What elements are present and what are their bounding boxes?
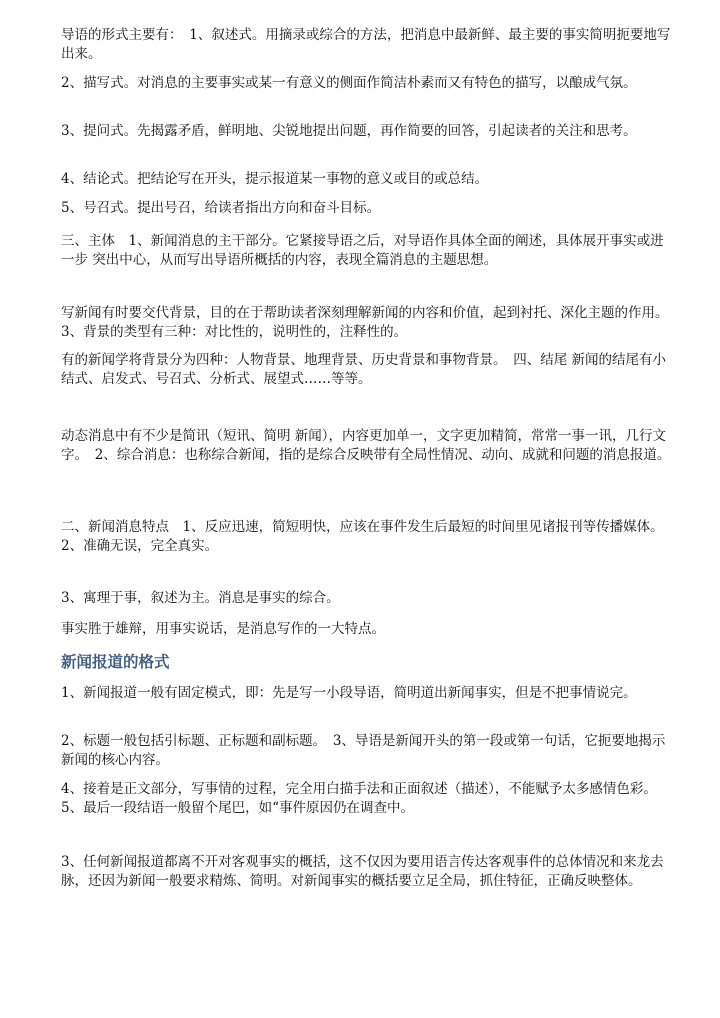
- paragraph-body-section: 三、主体 1、新闻消息的主干部分。它紧接导语之后，对导语作具体全面的阐述，具体展开事实或进一步 突出中心，从而写出导语所概括的内容，表现全篇消息的主题思想。: [61, 233, 664, 268]
- paragraph-lead-forms: 导语的形式主要有： 1、叙述式。用摘录或综合的方法，把消息中最新鲜、最主要的事实简明扼要地写出来。: [61, 27, 671, 62]
- paragraph-format-1: 1、新闻报道一般有固定模式，即：先是写一小段导语，简明道出新闻事实，但是不把事情说完。: [61, 685, 637, 701]
- paragraph-features: 二、新闻消息特点 1、反应迅速，简短明快，应该在事件发生后最短的时间里见诸报刊等传播媒体。 2、准确无误，完全真实。: [61, 519, 671, 554]
- paragraph-background-types: 有的新闻学将背景分为四种：人物背景、地理背景、历史背景和事物背景。 四、结尾 新闻的结尾有小结式、启发式、号召式、分析式、展望式……等等。: [61, 352, 667, 387]
- section-heading: 新闻报道的格式: [61, 652, 170, 671]
- paragraph-format-2: 2、标题一般包括引标题、正标题和副标题。 3、导语是新闻开头的第一段或第一句话，它扼要地揭示新闻的核心内容。: [61, 733, 666, 768]
- paragraph-appeal: 5、号召式。提出号召，给读者指出方向和奋斗目标。: [61, 200, 381, 216]
- paragraph-summary: 3、任何新闻报道都离不开对客观事实的概括，这不仅因为要用语言传达客观事件的总体情况和来龙去脉，还因为新闻一般要求精炼、简明。对新闻事实的概括要立足全局，抓住特征，正确反映整体。: [61, 854, 664, 889]
- paragraph-descriptive: 2、描写式。对消息的主要事实或某一有意义的侧面作简洁朴素而又有特色的描写，以酿成气氛。: [61, 75, 637, 91]
- paragraph-question: 3、提问式。先揭露矛盾，鲜明地、尖锐地提出问题，再作简要的回答，引起读者的关注和思考。: [61, 123, 637, 139]
- paragraph-brief-news: 动态消息中有不少是简讯（短讯、简明 新闻），内容更加单一，文字更加精简，常常一事一讯，几行文字。 2、综合消息：也称综合新闻，指的是综合反映带有全局性情况、动向、成就和问题的消息报道。: [61, 428, 671, 463]
- paragraph-background: 写新闻有时要交代背景，目的在于帮助读者深刻理解新闻的内容和价值，起到衬托、深化主题的作用。 3、背景的类型有三种：对比性的，说明性的，注释性的。: [61, 305, 676, 340]
- paragraph-conclusion: 4、结论式。把结论写在开头，提示报道某一事物的意义或目的或总结。: [61, 171, 489, 187]
- paragraph-facts: 3、寓理于事，叙述为主。消息是事实的综合。: [61, 590, 340, 606]
- paragraph-facts-speak: 事实胜于雄辩，用事实说话，是消息写作的一大特点。: [61, 621, 385, 637]
- paragraph-format-4: 4、接着是正文部分，写事情的过程，完全用白描手法和正面叙述（描述），不能赋予太多感情色彩。 5、最后一段结语一般留个尾巴，如“事件原因仍在调查中。: [61, 781, 664, 816]
